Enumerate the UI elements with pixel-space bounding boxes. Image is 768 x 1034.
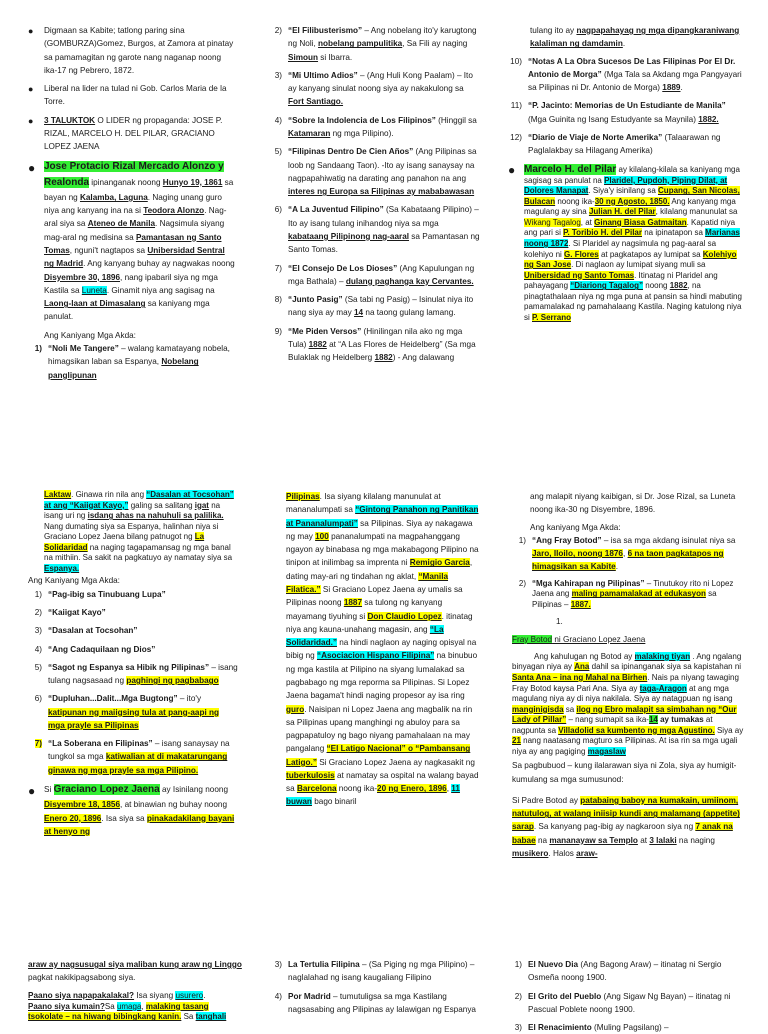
item-text xyxy=(48,588,238,601)
item-number: 1) xyxy=(34,589,42,599)
work-item xyxy=(508,99,744,126)
item-text xyxy=(288,293,480,320)
item-text xyxy=(288,958,480,985)
item-title: “Kaiigat Kayo” xyxy=(48,607,106,617)
item-number: 4) xyxy=(274,991,282,1001)
item-text: (Sa tabi ng Pasig) – Isinulat niya ito nang siya ay may xyxy=(288,295,474,318)
work-item xyxy=(268,24,480,64)
item-text xyxy=(528,958,744,985)
item-tail: . xyxy=(680,83,683,93)
item-title: El Grito del Pueblo xyxy=(528,991,602,1001)
item-number: 11) xyxy=(510,101,522,111)
work-item xyxy=(268,114,480,141)
item-text xyxy=(48,643,238,656)
item-tail: sa Pamantasan ng Santo Tomas. xyxy=(288,231,480,255)
akda-label: Ang Kaniyang Mga Akda: xyxy=(28,576,120,586)
row3-col1: araw ay nagsusugal siya maliban kung araw ng Linggo pagkat nakikipagsabong siya. Paano siya napapakalakal? Isa siyang usurero. Paano siya kumain?Sa umaga, malaking tasang tsokolate – na hiwang bibingkang kanin. Sa tanghali xyxy=(28,960,242,1022)
row3-col2 xyxy=(268,958,480,1024)
work-soberana: 7) “La Soberana en Filipinas” – isang sanaysay na tungkol sa mga katiwalian at di makatarungang ginawa ng mga prayle sa mga Pilipino. xyxy=(34,739,230,775)
item-title: “Me Piden Versos” xyxy=(288,326,362,336)
item-tail2: si Ibarra. xyxy=(318,52,353,62)
item-text: (Ang Pilipinas sa loob ng Sandaang Taon). -Ito ay isang sanaysay na nagpapahiwatig na darating ang panahon na ang xyxy=(288,147,477,183)
item-u: kabataang Pilipinong nag-aaral xyxy=(288,231,410,241)
work-item xyxy=(268,293,480,320)
item-number: 9) xyxy=(274,326,282,336)
item-text: – (Sa Piging ng mga Pilipino) – naglalahad ng isang kaugaliang Filipino xyxy=(288,960,475,983)
fray-botod-paragraph: Ang kahulugan ng Botod ay malaking tiyan . Ang ngalang binyagan niya ay Ana dahil sa ipinanganak siya sa kapistahan ni Santa Ana – ina ng Mahal na Birhen. Nais pa niyang tawaging Fray Botod kaysa Pari Ana. Siya ay taga-Aragon at ang mga magulang niya ay di niya nakilala. Siya ay natagpuan ng isang manginigisda sa ilog ng Ebro malapit sa simbahan ng “Our Lady of Pillar” – nang sumapit sa ika-14 ay tumakas at nagpunta sa Villadolid sa kumbento ng mga Agustino. Siya ay 21 nang naatasang magturo sa Pilipinas. At isa rin sa mga ugali niya ay ang pagiging magaslaw xyxy=(512,651,744,756)
work-item xyxy=(268,958,480,985)
taluktok-label: 3 TALUKTOK xyxy=(44,115,96,125)
item-text xyxy=(528,99,744,126)
work-list xyxy=(508,958,744,1034)
lopez-jaena-paragraph: Pilipinas. Isa siyang kilalang manunulat at mananalumpati sa “Gintong Panahon ng Panitikan at Pananalumpati” sa Pilipinas. Siya ay nakagawa ng may 100 pananalumpati na magpahanggang ngayon ay binabasa ng mga makabagong Pilipino na tinipon at inilimbag sa imprenta ni Remigio Garcia, dating may-ari ng tindahan ng aklat, “Manila Filatica.” Si Graciano Lopez Jaena ay umalis sa Pilipinas noong 1887 sa tulong ng kanyang mayamang tiyuhing si Don Claudio Lopez. itinatag niya ang kauna-unahang magasin, ang “La Solidaridad.” na hindi naglaon ay naging opisyal na bibig ng “Asociacion Hispano Filipina” na binubuo ng mga kastila at Pilipino na siyang lumalakad sa pagbabago ng mga reporma sa Pilipinas. Si Lopez Jaena bagama't hindi naging propesor ay isa ring guro. Naisipan ni Lopez Jaena ang magbalik na rin sa Pilipinas upang manghingi ng abuloy para sa pagpapatuloy ng bago niyang pamahalaan na may pangalang “El Latigo Nacional” o “Pambansang Latigo.” Si Graciano Lopez Jaena ay nagkasakit ng tuberkulosis at namatay sa ospital na walang bayad sa Barcelona noong ika-20 ng Enero, 1896, 11 buwan bago binaril xyxy=(286,492,479,807)
item-number: 8) xyxy=(274,295,282,305)
bullet-taluktok xyxy=(28,114,236,154)
item-number: 4) xyxy=(34,644,42,654)
work-list xyxy=(268,958,480,1016)
item-text: (Mga Guinita ng Isang Estudyante sa Maynila) xyxy=(528,114,699,124)
fray-botod-heading: Fray Botod ni Graciano Lopez Jaena xyxy=(512,634,646,644)
bullet-del-pilar: ● Marcelo H. del Pilar ay kilalang-kilala sa kaniyang mga sagisag sa panulat na Plaridel, Pupdoh, Piping Dilat, at Dolores Manapat. Siya'y isinilang sa Cupang, San Nicolas, Bulacan noong ika-30 ng Agosto, 1850. Ang kanyang mga magulang ay sina Julian H. del Pilar, kilalang manunulat sa Wikang Tagalog, at Ginang Biasa Gatmaitan. Kapatid niya ang pari si P. Toribio H. del Pilar na ipinatapon sa Marianas noong 1872. Si Plaridel ay nagsimula ng pag-aaral sa kolehiyo ni G. Flores at pagkatapos ay lumipat sa Kolehiyo ng San Jose. Di naglaon ay lumipat siyang muli sa Unibersidad ng Santo Tomas. Itinatag ni Plaridel ang pahayagang “Diariong Tagalog” noong 1882, na pinagtathalaan niya ng mga puna at pansin sa hindi mabuting pamamalakad ng pamahalaang Kastila. Naging katulong niya si P. Serrano xyxy=(508,162,742,322)
item-title: “El Filibusterismo” xyxy=(288,26,363,35)
item-text xyxy=(288,262,480,289)
item-text xyxy=(288,24,480,64)
bullet-icon: ● xyxy=(28,26,34,36)
item-u: 14 xyxy=(354,308,364,318)
work-list xyxy=(508,55,744,158)
item-u: interes ng Europa sa Filipinas ay mababawasan xyxy=(288,187,475,197)
row2-col2 xyxy=(286,490,480,886)
row1-col2 xyxy=(268,24,480,434)
item-text: – Ang nobelang ito'y karugtong ng Noli, xyxy=(288,26,477,49)
item-title: La Tertulia Filipina xyxy=(288,960,360,969)
del-pilar-continuation: Laktaw. Ginawa rin nila ang “Dasalan at Tocsohan” at ang “Kaiigat Kayo,” galing sa salitang igat na isang uri ng isdang ahas na nahuhuli sa palilika. Nang dumating siya sa Espanya, halinhan niya si Graciano Lopez Jaena bilang patnugot ng La Solidaridad na naging tagapamansag ng mga banal na mithiin. Sa sakit na pagkatuyo ay namatay siya sa Espanya. xyxy=(44,490,234,573)
item-title: “Mi Ultimo Adios” xyxy=(288,70,358,80)
item-title: “Diario de Viaje de Norte Amerika” xyxy=(528,132,663,142)
item-text: (Mga Tala sa Akdang mga Pangyayari sa Pilipinas ni Dr. Antonio de Morga) xyxy=(528,69,742,93)
item-title: “El Consejo De Los Dioses” xyxy=(288,263,398,273)
work-item xyxy=(28,588,238,601)
item-text xyxy=(48,606,238,619)
item-number: 2) xyxy=(514,991,522,1001)
work-item xyxy=(28,624,238,637)
work-item xyxy=(508,990,744,1017)
work-item xyxy=(508,55,744,95)
work-noli: 1) “Noli Me Tangere” – walang kamatayang nobela, himagsikan laban sa Espanya, Nobelang panglipunan xyxy=(34,344,230,380)
bullet-icon: ● xyxy=(28,160,36,175)
bullet-text: Liberal na lider na tulad ni Gob. Carlos Maria de la Torre. xyxy=(44,84,227,107)
item-number: 7) xyxy=(274,263,282,273)
item-title: “Ang Cadaquilaan ng Dios” xyxy=(48,644,156,654)
item-text xyxy=(288,69,480,109)
work-item xyxy=(268,203,480,256)
item-title: “Filipinas Dentro De Cien Años” xyxy=(288,147,414,157)
bullet-icon: ● xyxy=(28,84,34,95)
bullet-lopez-jaena: ● Si Graciano Lopez Jaena ay Isinilang noong Disyembre 18, 1856, at binawian ng buhay noong Enero 20, 1896. Isa siya sa pinakadakilang bayani at henyo ng xyxy=(28,782,238,838)
item-number: 12) xyxy=(510,132,522,142)
item-u: 1889 xyxy=(662,83,681,93)
item-u: Katamaran xyxy=(288,128,331,138)
item-u: dulang paghanga kay Cervantes. xyxy=(345,276,474,286)
item-tail: , Sa Fili ay naging xyxy=(402,39,468,49)
work-dupluhan: 6) “Dupluhan...Dalit...Mga Bugtong” – ito'y katipunan ng maiigsing tula at pang-aapi ng mga prayle sa Pilipinas xyxy=(34,694,220,730)
item-u2: 1882 xyxy=(374,353,393,363)
work-fray-botod: 1) “Ang Fray Botod” – isa sa mga akdang isinulat niya sa Jaro, Iloilo, noong 1876, 6 na taon pagkatapos ng himagsikan sa Kabite. xyxy=(518,535,736,572)
item-text: (Ang Kapulungan ng mga Bathala) – xyxy=(288,263,475,286)
work-kahirapan: 2) “Mga Kahirapan ng Pilipinas” – Tinutukoy rito ni Lopez Jaena ang maling pamamalakad at edukasyon sa Pilipinas – 1887. xyxy=(518,578,734,609)
item-text: (Ang Bagong Araw) – itinatag ni Sergio Osmeña noong 1900. xyxy=(528,960,722,983)
work-item xyxy=(508,1021,744,1034)
del-pilar-name: Marcelo H. del Pilar xyxy=(524,163,617,175)
work-sagot: 5) “Sagot ng Espanya sa Hibik ng Pilipinas” – isang tulang nagsasaad ng paghingi ng pagbabago xyxy=(34,662,238,686)
item-number: 3) xyxy=(514,1023,522,1033)
lopez-jaena-name: Graciano Lopez Jaena xyxy=(53,784,160,796)
item-number: 2) xyxy=(34,607,42,617)
work-item xyxy=(268,69,480,109)
item-number: 1) xyxy=(514,960,522,969)
item-title: “Pag-ibig sa Tinubuang Lupa” xyxy=(48,589,166,599)
item-text: (Muling Pagsilang) – xyxy=(591,1023,669,1033)
row1-col1 xyxy=(28,24,236,434)
rizal-paragraph: Jose Protacio Rizal Mercado Alonzo y Realonda ipinanganak noong Hunyo 19, 1861 sa bayan ng Kalamba, Laguna. Naging unang guro niya ang kanyang ina na si Teodora Alonzo. Nag-aral siya sa Ateneo de Manila. Nagsimula siyang mag-aral ng medisina sa Pamantasan ng Santo Tomas, nguni't nagtapos sa Unibersidad Sentral ng Madrid. Ang kanyang buhay ay nagwakas noong Disyembre 30, 1896, nang ipabaril siya ng mga Kastila sa Luneta. Ginamit niya ang sagisag na Laong-laan at Dimasalang sa kaniyang mga panulat. xyxy=(44,160,235,322)
item-text xyxy=(48,624,238,637)
item-text: (Ang Sigaw Ng Bayan) – itinatag ni Pascual Poblete noong 1900. xyxy=(528,991,731,1014)
row2-col3: ang malapit niyang kaibigan, si Dr. Jose Rizal, sa Luneta noong ika-30 ng Disyembre, 1896. Ang kaniyang Mga Akda: 1) “Ang Fray Botod” – isa sa mga akdang isinulat niya sa Jaro, Iloilo, noong 1876, 6 na taon pagkatapos ng himagsikan sa Kabite. 2) “Mga Kahirapan ng Pilipinas” – Tinutukoy rito ni Lopez Jaena ang maling pamamalakad at edukasyon sa Pilipinas – 1887. 1. Fray Botod ni Graciano Lopez Jaena Ang kahulugan ng Botod ay malaking tiyan . Ang ngalang binyagan niya ay Ana dahil sa ipinanganak siya sa kapistahan ni Santa Ana – ina ng Mahal na Birhen. Nais pa niyang tawaging Fray Botod kaysa Pari Ana. Siya ay taga-Aragon at ang mga magulang niya ay di niya nakilala. Siya ay natagpuan ng isang manginigisda sa ilog ng Ebro malapit sa simbahan ng “Our Lady of Pillar” – nang sumapit sa ika-14 ay tumakas at nagpunta sa Villadolid sa kumbento ng mga Agustino. Siya ay 21 nang naatasang magturo sa Pilipinas. At isa rin sa mga ugali niya ay ang pagiging magaslaw Sa pagbubuod – kung ilalarawan siya ni Zola, siya ay humigit-kumulang sa mga sumusunod: Si Padre Botod ay patabaing baboy na kumakain, umiinom, natutulog, at walang iniisip kundi ang malamang (appetite) sarap. Sa kanyang pag-ibig ay nagkaroon siya ng 7 anak na babae na mananayaw sa Templo at 3 lalaki na naging musikero. Halos araw- xyxy=(512,492,744,859)
item-tail2: ) - Ang dalawang xyxy=(392,353,455,363)
item-text: (Sa Kabataang Pilipino) – Ito ay isang tulang inihandog niya sa mga xyxy=(288,205,479,228)
bullet-gomburza xyxy=(28,24,236,77)
work-item xyxy=(268,262,480,289)
item-title: “P. Jacinto: Memorias de Un Estudiante de Manila” xyxy=(528,101,726,111)
item-number: 3) xyxy=(274,70,282,80)
item-tail: at “A Las Flores de Heidelberg” (Sa mga Bulaklak ng Heidelberg xyxy=(288,339,476,363)
item-number: 3) xyxy=(274,960,282,969)
item-number: 3) xyxy=(34,626,42,636)
item-text xyxy=(528,131,744,158)
item-text: (Talaarawan ng Paglalakbay sa Hilagang Amerika) xyxy=(528,132,721,156)
item-text xyxy=(288,203,480,256)
work-list xyxy=(28,588,238,656)
item-text: – (Ang Huli Kong Paalam) – Ito ay kanyang sinulat noong siya ay nakakulong sa xyxy=(288,70,473,94)
work-item xyxy=(268,990,480,1017)
item-u: 1882. xyxy=(698,114,719,124)
work-item xyxy=(28,643,238,656)
item-text: – tumutuligsa sa mga Kastilang nagsasabing ang Pilipinas ay lalawigan ng Espanya xyxy=(288,991,476,1014)
item-title: El Renacimiento xyxy=(528,1023,592,1033)
bullet-rizal xyxy=(28,159,236,324)
item-title: “Dasalan at Tocsohan” xyxy=(48,626,138,636)
item-number: 6) xyxy=(274,205,282,215)
item-tail: ng mga Pilipino). xyxy=(330,128,394,138)
bullet-de-la-torre xyxy=(28,82,236,109)
item-tail: na taong gulang lamang. xyxy=(363,308,456,318)
item-number: 5) xyxy=(274,147,282,157)
item-title: “Sobre la Indolencia de Los Filipinos” xyxy=(288,115,436,125)
rizal-name: Jose Protacio Rizal Mercado Alonzo y Realonda xyxy=(44,160,224,188)
item-u: Fort Santiago. xyxy=(288,97,344,107)
bullet-icon: ● xyxy=(508,162,516,177)
work-item xyxy=(508,131,744,158)
item-text: (Hinilingan nila ako ng mga Tula) xyxy=(288,326,463,349)
item-text xyxy=(288,990,480,1017)
item-text: (Hinggil sa xyxy=(435,115,477,125)
work-item xyxy=(268,325,480,365)
item-text xyxy=(528,990,744,1017)
item-text xyxy=(528,55,744,95)
item-u: 1882 xyxy=(308,339,327,349)
item-text xyxy=(288,114,480,141)
bullet-icon: ● xyxy=(28,115,34,126)
row3-col3 xyxy=(508,958,744,1033)
item-title: “Notas A La Obra Sucesos De Las Filipinas Por El Dr. Antonio de Morga” xyxy=(528,56,736,79)
akda-label: Ang Kaniyang Mga Akda: xyxy=(44,330,136,340)
item-text xyxy=(288,325,480,365)
bullet-icon: ● xyxy=(28,784,36,799)
item-text xyxy=(288,145,480,198)
item-title: Por Madrid xyxy=(288,991,331,1001)
work-list xyxy=(268,24,480,364)
item-number: 10) xyxy=(510,56,522,66)
item-number: 4) xyxy=(274,115,282,125)
row2-col1 xyxy=(28,490,238,902)
taluktok-text: O LIDER ng propaganda: JOSE P. RIZAL, MARCELO H. DEL PILAR, GRACIANO LOPEZ JAENA xyxy=(44,115,223,152)
item-title: El Nuevo Dia xyxy=(528,960,579,969)
item-number: 2) xyxy=(274,26,282,35)
work-item xyxy=(28,606,238,619)
item-title: “A La Juventud Filipino” xyxy=(288,205,384,215)
item-u: nobelang pampulitika xyxy=(318,39,403,49)
item-text xyxy=(528,1021,744,1034)
item-title: “Junto Pasig” xyxy=(288,295,343,305)
bullet-text: Digmaan sa Kabite; tatlong paring sina (GOMBURZA)Gomez, Burgos, at Zamora at pinatay sa pamamagitan ng garote nang naganap noong ika-17 ng Pebrero, 1872. xyxy=(44,26,234,75)
work-item xyxy=(508,958,744,985)
work-item xyxy=(268,145,480,198)
row1-col3: tulang ito ay nagpapahayag ng mga dipangkaraniwang kalaliman ng damdamin. 10) “Notas A La Obra Sucesos De Las Filipinas Por El Dr. Antonio de Morga” (Mga Tala sa Akdang mga Pangyayari sa Pilipinas ni Dr. Antonio de Morga) 1889. 11) “P. Jacinto: Memorias de Un Estudiante de Manila” (Mga Guinita ng Isang Estudyante sa Maynila) 1882. 12) “Diario de Viaje de Norte Amerika” (Talaarawan ng Paglalakbay sa Hilagang Amerika) ● Marcelo H. del Pilar ay kilalang-kilala sa kaniyang mga sagisag sa panulat na Plaridel, Pupdoh, Piping Dilat, at Dolores Manapat. Siya'y isinilang sa Cupang, San Nicolas, Bulacan noong ika-30 ng Agosto, 1850. Ang kanyang mga magulang ay sina Julian H. del Pilar, kilalang manunulat sa Wikang Tagalog, at Ginang Biasa Gatmaitan. Kapatid niya ang pari si P. Toribio H. del Pilar na ipinatapon sa Marianas noong 1872. Si Plaridel ay nagsimula ng pag-aaral sa kolehiyo ni G. Flores at pagkatapos ay lumipat sa Kolehiyo ng San Jose. Di naglaon ay lumipat siyang muli sa Unibersidad ng Santo Tomas. Itinatag ni Plaridel ang pahayagang “Diariong Tagalog” noong 1882, na pinagtathalaan niya ng mga puna at pansin sa hindi mabuting pamamalakad ng pamahalaang Kastila. Naging katulong niya si P. Serrano xyxy=(508,24,744,442)
item-u2: Simoun xyxy=(288,52,319,62)
